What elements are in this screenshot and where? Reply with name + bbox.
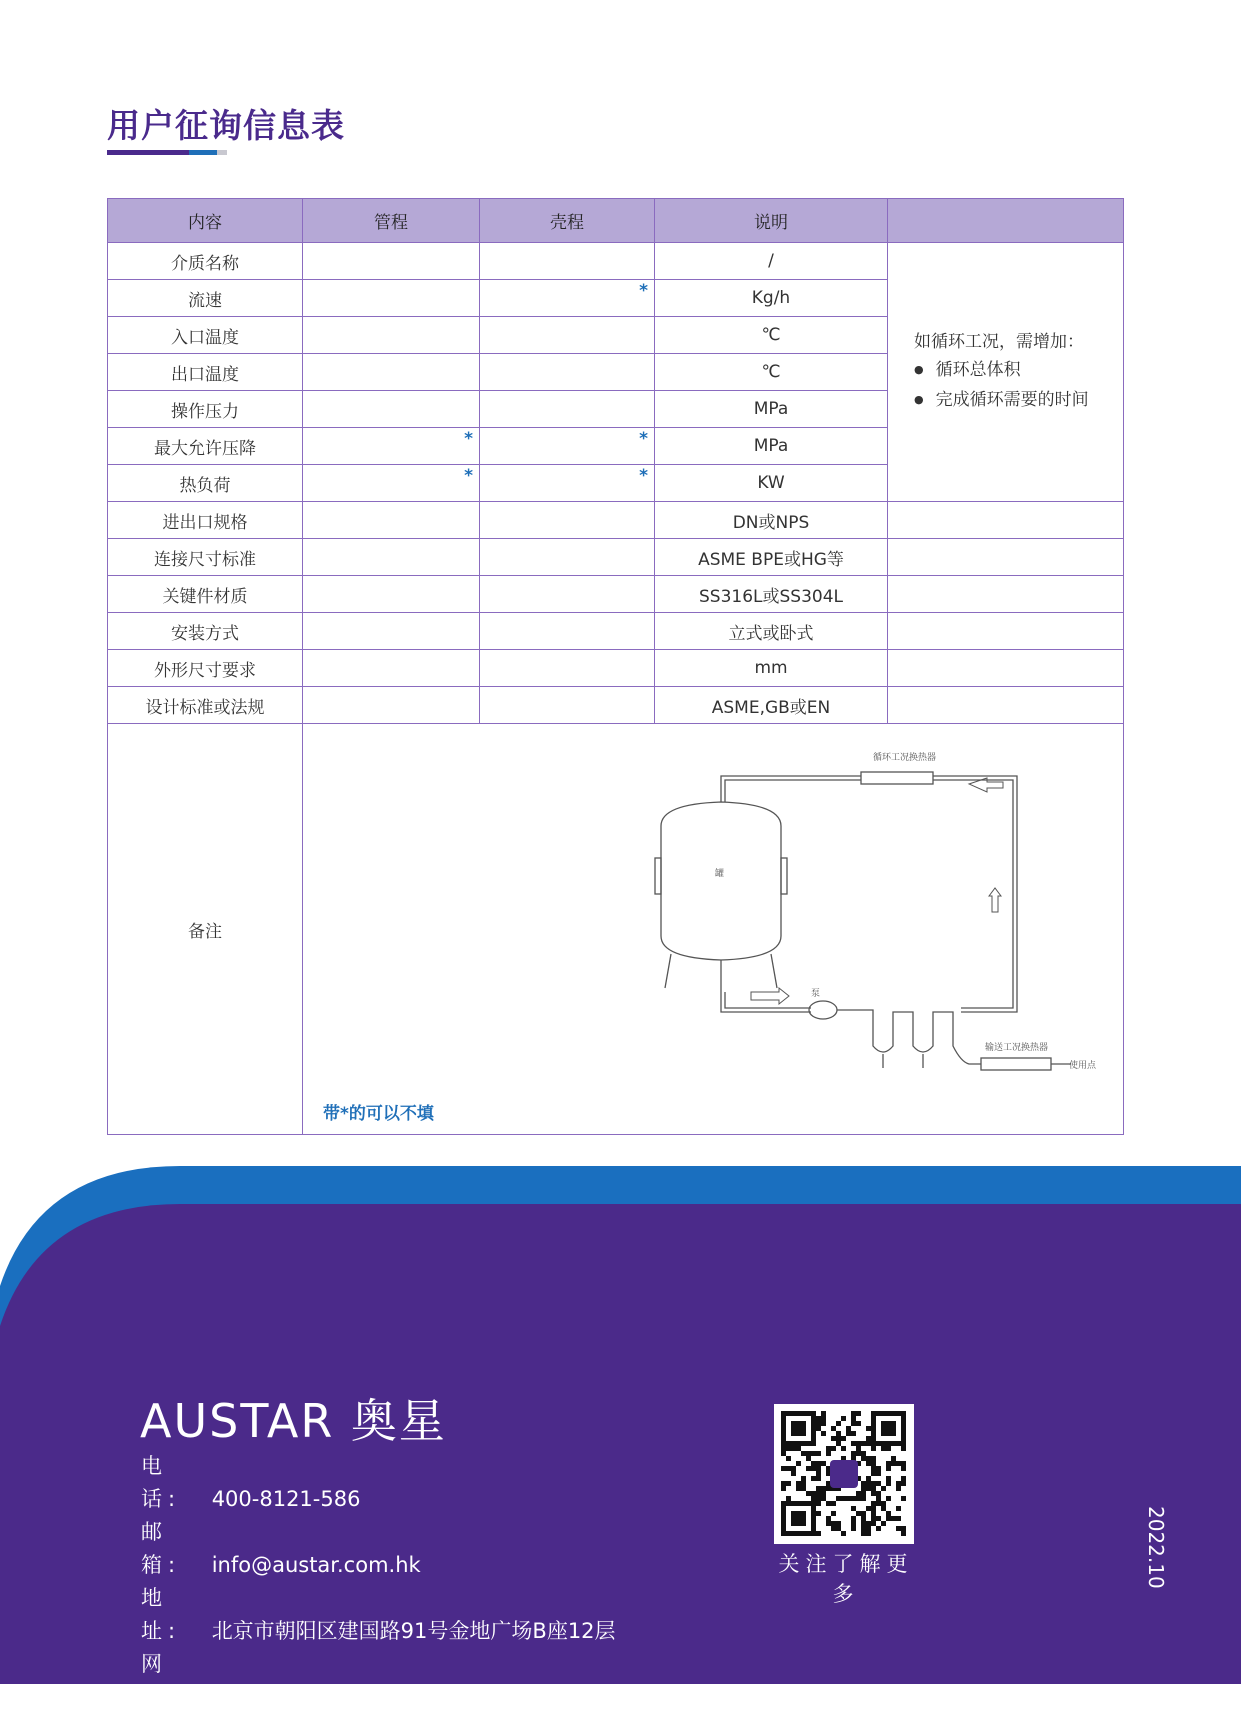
tube-side-input[interactable]: [303, 539, 480, 576]
shell-side-input[interactable]: [480, 280, 655, 317]
tube-side-input[interactable]: [303, 576, 480, 613]
extra-input[interactable]: [888, 613, 1124, 650]
qr-code-icon: [774, 1404, 914, 1544]
row-label: 设计标准或法规: [108, 687, 303, 724]
shell-side-input[interactable]: [480, 428, 655, 465]
header-description: 说明: [655, 199, 888, 243]
optional-star: *: [464, 466, 473, 486]
page-title: 用户征询信息表: [107, 106, 345, 145]
extra-input[interactable]: [888, 502, 1124, 539]
shell-side-input[interactable]: [480, 502, 655, 539]
table-row: [108, 539, 1124, 576]
row-description: SS316L或SS304L: [655, 576, 888, 613]
row-description: /: [655, 243, 888, 280]
row-description: mm: [655, 650, 888, 687]
row-description: MPa: [655, 428, 888, 465]
row-label: 介质名称: [108, 243, 303, 280]
row-description: ASME BPE或HG等: [655, 539, 888, 576]
table-row: [108, 243, 1124, 280]
row-label: 连接尺寸标准: [108, 539, 303, 576]
row-label: 流速: [108, 280, 303, 317]
cycle-note-item: ● 循环总体积: [914, 356, 1123, 386]
header-extra: [888, 199, 1124, 243]
tank-shape: [661, 802, 781, 960]
cooler-shape: [981, 1058, 1051, 1070]
diagram-label-pump: 泵: [811, 989, 821, 999]
diagram-label-cycle: 循环工况换热器: [873, 753, 937, 763]
diagram-label-cooler: 输送工况换热器: [985, 1043, 1049, 1053]
tube-side-input[interactable]: [303, 650, 480, 687]
row-label: 出口温度: [108, 354, 303, 391]
row-description: ℃: [655, 317, 888, 354]
optional-star: *: [639, 466, 648, 486]
cycle-note-heading: 如循环工况，需增加：: [914, 332, 1084, 352]
title-underline: [107, 150, 227, 155]
shell-side-input[interactable]: [480, 613, 655, 650]
header-tube-side: 管程: [303, 199, 480, 243]
tube-side-input[interactable]: [303, 280, 480, 317]
shell-side-input[interactable]: [480, 354, 655, 391]
tube-side-input[interactable]: [303, 687, 480, 724]
tube-side-input[interactable]: [303, 317, 480, 354]
tube-side-input[interactable]: [303, 465, 480, 502]
row-label: 最大允许压降: [108, 428, 303, 465]
table-row: [108, 650, 1124, 687]
extra-input[interactable]: [888, 539, 1124, 576]
table-row: [108, 576, 1124, 613]
shell-side-input[interactable]: [480, 391, 655, 428]
row-label: 入口温度: [108, 317, 303, 354]
shell-side-input[interactable]: [480, 539, 655, 576]
shell-side-input[interactable]: [480, 465, 655, 502]
shell-side-input[interactable]: [480, 243, 655, 280]
tube-side-input[interactable]: [303, 243, 480, 280]
shell-side-input[interactable]: [480, 317, 655, 354]
cycle-note-item: ● 完成循环需要的时间: [914, 386, 1123, 416]
table-row: [108, 687, 1124, 724]
contact-website: 网 址: www.austar.com.hk: [141, 1652, 417, 1709]
optional-star: *: [464, 429, 473, 449]
tube-side-input[interactable]: [303, 354, 480, 391]
shell-side-input[interactable]: [480, 576, 655, 613]
row-label: 进出口规格: [108, 502, 303, 539]
optional-footnote: 带*的可以不填: [323, 1104, 434, 1124]
row-label: 外形尺寸要求: [108, 650, 303, 687]
row-label: 操作压力: [108, 391, 303, 428]
row-description: ℃: [655, 354, 888, 391]
remark-label: 备注: [108, 724, 303, 1135]
remark-area[interactable]: [303, 724, 1124, 1135]
tube-side-input[interactable]: [303, 613, 480, 650]
row-label: 关键件材质: [108, 576, 303, 613]
table-row: [108, 613, 1124, 650]
extra-input[interactable]: [888, 687, 1124, 724]
remark-row: [108, 724, 1124, 1135]
shell-side-input[interactable]: [480, 650, 655, 687]
circulation-diagram: [651, 746, 1111, 1126]
optional-star: *: [639, 281, 648, 301]
austar-logo: AUSTAR 奥星: [140, 1394, 447, 1448]
contact-email: 邮 箱: info@austar.com.hk: [141, 1520, 421, 1577]
diagram-label-use-point: 使用点: [1069, 1061, 1097, 1071]
row-description: ASME,GB或EN: [655, 687, 888, 724]
inquiry-table: [107, 198, 1124, 1135]
row-description: MPa: [655, 391, 888, 428]
tube-side-input[interactable]: [303, 428, 480, 465]
row-label: 热负荷: [108, 465, 303, 502]
row-label: 安装方式: [108, 613, 303, 650]
extra-input[interactable]: [888, 650, 1124, 687]
row-description: Kg/h: [655, 280, 888, 317]
tube-side-input[interactable]: [303, 502, 480, 539]
edition-date: 2022.10: [1144, 1506, 1168, 1589]
qr-caption: 关注了解更多: [778, 1552, 914, 1606]
table-header-row: [108, 199, 1124, 243]
shell-side-input[interactable]: [480, 687, 655, 724]
cycle-note: [888, 243, 1124, 502]
row-description: KW: [655, 465, 888, 502]
pump-shape: [809, 1001, 837, 1019]
optional-star: *: [639, 429, 648, 449]
tube-side-input[interactable]: [303, 391, 480, 428]
extra-input[interactable]: [888, 576, 1124, 613]
header-shell-side: 壳程: [480, 199, 655, 243]
contact-phone: 电 话: 400-8121-586: [141, 1454, 361, 1511]
cycle-exchanger-shape: [861, 772, 933, 784]
contact-address: 地 址: 北京市朝阳区建国路91号金地广场B座12层: [141, 1586, 616, 1643]
diagram-label-tank: 罐: [715, 869, 725, 879]
contact-info: [141, 1450, 616, 1714]
row-description: 立式或卧式: [655, 613, 888, 650]
row-description: DN或NPS: [655, 502, 888, 539]
table-row: [108, 502, 1124, 539]
header-content: 内容: [108, 199, 303, 243]
